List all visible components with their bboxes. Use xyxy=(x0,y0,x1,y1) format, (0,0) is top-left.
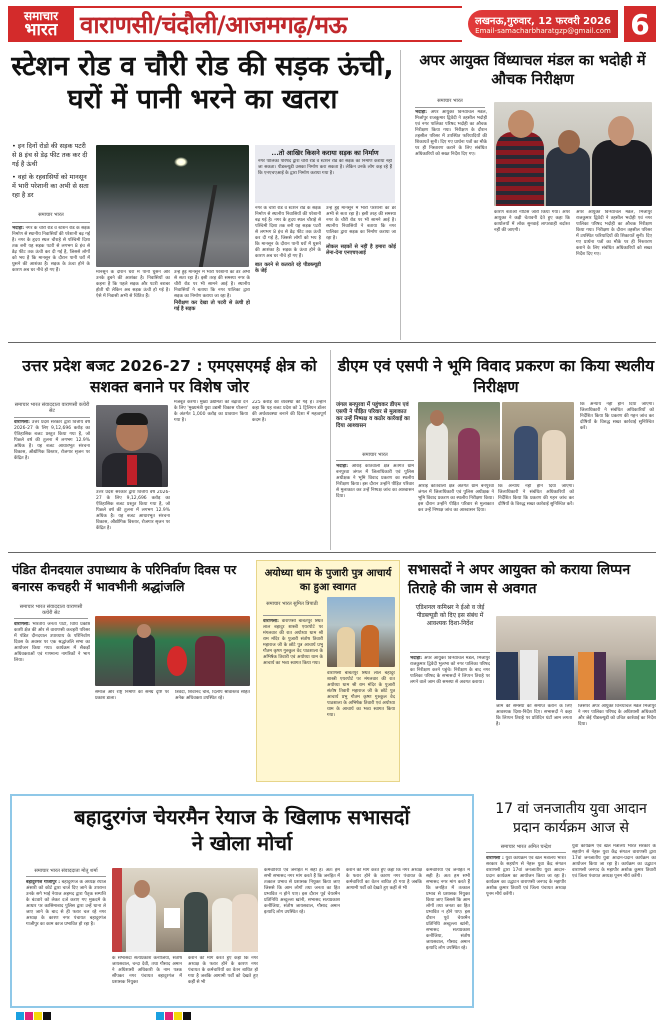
divider xyxy=(263,615,321,616)
divider xyxy=(14,417,90,418)
land-body-col4: कि अन्याय नहीं होने दिया जाएगा। जिलाधिकारी ने संबंधित अधिकारियों को निर्देशित किया कि प्रकरण की गहन जांच कर दोषियों के विरुद्ध सख्त कार्रवाई सुनिश्चित करें। xyxy=(580,402,654,431)
commissioner-body-col2: कारण बताओ नोटिस जारी किया गया। अपर आयुक्त ने कड़ी चेतावनी देते हुए कहा कि कार्यालयों में लोक सुनवाई लापरवाही बर्दाश्त नहीं की जाएगी। xyxy=(494,210,570,233)
jam-body xyxy=(410,656,490,782)
budget-byline: समाचार भारत संवाददाता वाराणसी कचेरी सेट xyxy=(14,402,90,414)
ayodhya-body-col2: वाराणसी बाबतपुर स्थित लाल बहादुर शास्त्री एयरपोर्ट पर मंगलवार की रात अयोध्या धाम श्री राम मंदिर के पुजारी संतोष तिवारी महाराज जी के छोटे पुत्र आचार्य प्रभु गौतम कृष्ण गुरुकुल वेद पाठशाला के अभिषेक तिवारी एवं अयोध्या धाम के आचार्य का भव्य स्वागत किया गया। xyxy=(327,671,395,718)
registration-mark xyxy=(156,1012,191,1020)
tribute-headline: पंडित दीनदयाल उपाध्याय के परिनिर्वाण दिवस पर बनारस कचहरी में भावभीनी श्रद्धांजलि xyxy=(12,562,237,594)
bahadurganj-body-text: बहादुरगंज के अध्यक्ष रेयाज अंसारी को कोर्ट द्वारा चार्ज दिए जाने के उपरान्त उनके सगे भाई नेयाज अहमद द्वारा पैतृक सम्पत्ति के बंटवारे को लेकर दर्ज कराए गए मुकदमे के आधार पर कासिमाबाद पुलिस द्वारा उन्हें थाना ले जाए जाने के बाद से ही फरार चल रहे नगर अध्यक्ष के कारण नगर पंचायत बहादुरगंज गाजीपुर का काम काज प्रभावित हो रहा है। xyxy=(26,880,106,927)
tribal-body xyxy=(486,856,566,1008)
jam-headline: सभासदों ने अपर आयुक्त को कराया लिप्पन तिराहे की जाम से अवगत xyxy=(408,562,631,597)
masthead xyxy=(8,6,656,42)
road-bullets xyxy=(12,142,90,200)
budget-portrait-photo xyxy=(96,405,168,487)
road-byline: समाचार भारत xyxy=(38,212,64,218)
land-body-col3: कि अन्याय नहीं होने दिया जाएगा। जिलाधिकारी ने संबंधित अधिकारियों को निर्देशित किया कि प्रकरण की गहन जांच कर दोषियों के विरुद्ध सख्त कार्रवाई सुनिश्चित करें। xyxy=(498,484,574,507)
page-number: 6 xyxy=(624,6,656,42)
jam-body-text: अपर आयुक्त विन्ध्याचल मंडल, मिर्जापुर राजकुमार द्विवेदी भुलभा को नगर पालिका परिषद का निरीक्षण करने पहुंचे। निरीक्षण के बाद नगर पालिका परिषद के सभासदों ने लिप्पन तिराहे पर लगने वाले जाम की समस्या से अवगत कराया। xyxy=(410,656,490,685)
logo-line-2: भारत xyxy=(24,19,58,40)
road-body xyxy=(12,226,90,334)
land-subhead: जंगल बनपुरवा में पहुंचकर डीएम एवं एसपी ने पीड़ित परिवार से मुलाकात कर उन्हें निष्पक्ष व कठोर कार्रवाई का दिया आश्वासन xyxy=(336,402,410,429)
contact-email: Email-samacharbharatgzp@gmail.com xyxy=(475,27,611,35)
road-body-col5-text: उन्हें हुई मानसून में भारी परेशानी का डर अभी से सता रहा है। इसी तरह की समस्या नगर के चौरी रोड पर भी सामने आई है। स्थानीय निवासियों ने बताया कि नगर पालिका द्वारा सड़क का निर्माण कराया जा रहा है। xyxy=(326,206,396,241)
divider xyxy=(336,460,414,461)
commissioner-headline: अपर आयुक्त विंध्याचल मंडल का भदोही में औचक निरीक्षण xyxy=(419,53,646,88)
divider xyxy=(12,222,90,223)
road-subhead-2: लोकल सड़कों से नहीं है हमारा कोई लेना-देना एनएचएआई xyxy=(326,244,396,256)
road-sidebox-title: ...तो आखिर किसने कराया सड़क का निर्माण xyxy=(271,149,379,157)
column-divider xyxy=(330,350,331,550)
budget-body xyxy=(14,420,90,545)
ayodhya-welcome-photo xyxy=(327,597,395,667)
section-divider xyxy=(8,552,656,553)
tribute-body-col2: समाज और राष्ट्र निर्माण की समग्र दृष्टि पर प्रकाश डाला। xyxy=(95,690,169,701)
bahadurganj-byline: समाचार भारत संवाददाता मोतू शर्मा xyxy=(34,868,98,874)
divider xyxy=(486,852,566,853)
bahadurganj-body-col3: कराने की मांग करते हुए कहा कि नगर अध्यक्ष के फरार होने के कारण नगर पंचायत के कर्मचारियों का वेतन बाधित हो गया है जबकि आगामी पर्वों को देखते हुए कहीं से भी xyxy=(188,956,258,985)
ayodhya-byline: समाचार भारत सुमित त्रिपाठी xyxy=(266,601,318,607)
road-body-col3 xyxy=(174,270,250,336)
jam-body-col3: जिसपर अपर आयुक्त विन्ध्याचल मंडल मिर्जापुर ने नगर पालिका परिषद के अधिशासी अधिकारी और जेई पीडब्ल्यूडी को उचित कार्रवाई का निर्देश दिया। xyxy=(578,704,656,727)
road-sidebox-body: नगर पालिका परिषद द्वारा चौरी रोड व स्टेशन रोड की सड़क का निर्माण कराया नहीं जा सकता। पीडब्ल्यूडी उसका निर्माण करा सकता है। लेकिन उनके लोग कह रहे हैं कि एनएचएआई के द्वारा निर्माण कराया गया है। xyxy=(258,159,392,176)
road-body-col4 xyxy=(255,206,321,336)
budget-place: वाराणसी: xyxy=(14,420,30,425)
story-ayodhya xyxy=(256,560,400,782)
ayodhya-body-text: वाराणसी बाबतपुर स्थित लाल बहादुर शास्त्री एयरपोर्ट पर मंगलवार की रात अयोध्या धाम श्री राम मंदिर के पुजारी संतोष तिवारी महाराज जी के छोटे पुत्र आचार्य प्रभु गौतम कृष्ण गुरुकुल वेद पाठशाला के अभिषेक तिवारी एवं अयोध्या धाम के आचार्य का भव्य स्वागत किया गया। xyxy=(263,619,323,666)
tribal-place: वाराणसी : xyxy=(486,856,504,861)
road-body-col4-text: नगर के चौरी रोड व स्टेशन रोड के सड़क निर्माण से स्थानीय निवासियों की परेशानी बढ़ गई है। नगर के हृदय स्थल चौराहे से पश्चिमी दिशा तक बनी यह सड़क पटरी से लगभग 8 इंच से डेढ़ फीट तक ऊंची कर दी गई है, जिससे लोगों को भय है कि मानसून के दौरान पानी घरों में घुसने की आशंका है। सड़क के ऊंचा होने के कारण अब घर नीचे हो गए हैं। xyxy=(255,206,321,259)
issue-date: लखनऊ,गुरुवार, 12 फरवरी 2026 xyxy=(474,16,612,27)
budget-body-col4: 225 करोड़ की व्यवस्था की गई है। उन्होंने कहा कि यह बजट प्रदेश को 1 ट्रिलियन डॉलर की अर्थव्यवस्था बनाने की दिशा में महत्वपूर्ण कदम है। xyxy=(252,400,326,423)
jam-place: भदोही: xyxy=(410,656,423,661)
road-sidebox xyxy=(255,145,395,203)
bahadurganj-body-col5: कराने की मांग करते हुए कहा कि नगर अध्यक्ष के फरार होने के कारण नगर पंचायत के कर्मचारियों का वेतन बाधित हो गया है जबकि आगामी पर्वों को देखते हुए कहीं से भी xyxy=(346,868,422,891)
ayodhya-place: वाराणसी: xyxy=(263,619,279,624)
commissioner-place: भदोही: xyxy=(415,110,428,115)
tribute-body xyxy=(14,622,90,782)
bahadurganj-body-col6: कर्मचारियों एवं जनहित में सही है। अतः हम सभी सभासद नगर मांग करते हैं कि जनहित में तत्काल प्रभाव से प्रशासक नियुक्त किया जाए जिससे कि आम लोगों तथा जनता का हित प्रभावित न होने पाए। इस दौरान पूर्व चेयरमैन प्रतिनिधि अब्दुल्ला खांनी, सभासद सत्यप्रकाश कनौजिया, संतोष जायसवाल, गौसाद अमान इत्यादि लोग उपस्थित रहे। xyxy=(426,868,470,951)
bahadurganj-place: बहादुरगंज गाजीपुर : xyxy=(26,880,61,885)
story-bahadurganj xyxy=(10,794,474,1008)
section-divider xyxy=(8,342,656,343)
newspaper-logo xyxy=(8,6,74,42)
commissioner-body xyxy=(415,110,487,338)
land-place: भदोही: xyxy=(336,464,349,469)
tribute-place: वाराणसी: xyxy=(14,622,30,627)
jam-subhead: एडिशनल कमिश्नर ने ईओ व जेई पीडब्ल्यूडी को दिए इस संबंध में आवश्यक दिशा-निर्देश xyxy=(415,604,485,627)
road-body-text: नगर के चौरी रोड व स्टेशन रोड के सड़क निर्माण से स्थानीय निवासियों की परेशानी बढ़ गई है। नगर के हृदय स्थल चौराहे से पश्चिमी दिशा तक बनी यह सड़क पटरी से लगभग 8 इंच से डेढ़ फीट तक ऊंची कर दी गई है, जिससे लोगों को भय है कि मानसून के दौरान पानी घरों में घुसने की आशंका है। सड़क के ऊंचा होने के कारण अब घर नीचे हो गए हैं। xyxy=(12,226,90,273)
jam-meeting-photo xyxy=(496,616,656,700)
commissioner-body-text: अपर आयुक्त विन्ध्याचल मंडल, मिर्जापुर राजकुमार द्विवेदी ने तहसील भदोही एवं नगर पालिका परिषद भदोही का औचक निरीक्षण किया गया। निरीक्षण के दौरान तहसील परिसर में उपस्थित फरियादियों की शिकायतें सुनी। दिए गए प्रार्थना पत्रों का मौके पर ही निस्तारण कराने के लिए संबंधित अधिकारियों को सख्त निर्देश दिए गए। xyxy=(415,110,487,157)
tribal-byline: समाचार भारत अमित चन्द्रेश xyxy=(500,844,552,850)
tribute-ceremony-photo xyxy=(95,616,250,686)
commissioner-byline: समाचार भारत xyxy=(437,98,463,104)
budget-body-col2: उत्तर प्रदेश सरकार द्वारा वित्तीय वर्ष 2026-27 के लिए 9,12,696 करोड़ का ऐतिहासिक बजट प्रस्तुत किया गया है, जो पिछले वर्ष की तुलना में लगभग 12.9% अधिक है। यह बजट आधारभूत संरचना विकास, औद्योगिक विस्तार, रोजगार सृजन पर केंद्रित है। xyxy=(96,490,170,531)
column-divider xyxy=(400,50,401,340)
road-place: भदोही: xyxy=(12,226,25,231)
divider xyxy=(14,618,88,619)
jam-body-col2: जाम की समस्या को समाप्त कराने के लिए आवश्यक दिशा-निर्देश दिए। सभासदों ने कहा कि लिप्पन तिराहे पर प्रतिदिन घंटों जाम लगता है। xyxy=(496,704,572,727)
tribal-body-text: युवा कार्यक्रम एवं खेल मंत्रालय भारत सरकार के सहयोग से नेहरू युवा केंद्र संगठन वाराणसी द्वारा 17वां जनजातीय युवा आदान-प्रदान कार्यक्रम का आयोजन किया जा रहा है। कार्यक्रम का उद्घाटन वाराणसी जनपद के महापौर अशोक कुमार तिवारी एवं जिला पंचायत अध्यक्ष पूनम मौर्य करेंगी। xyxy=(486,856,566,897)
tribute-body-col3: त्रिवेदी, शिवानंद चौबे, दिलीप श्रीवास्तव सहित अनेक अधिवक्ता उपस्थित रहे। xyxy=(175,690,250,701)
bahadurganj-body-col2: के सभासदों सत्यप्रकाश कनौजिया, संतोष जायसवाल, चन्दा देवी, तथा गौसाद अमान ने अधिशासी अधिकारी के नाम पत्रक सौंपकर नगर पंचायत बहादुरगंज में प्रशासक नियुक्त xyxy=(112,956,182,985)
edition-title: वाराणसी/चंदौली/आजमगढ़/मऊ xyxy=(74,6,462,42)
logo-line-1: समाचार xyxy=(23,8,59,23)
divider xyxy=(415,107,485,108)
ayodhya-body xyxy=(263,619,323,777)
road-bullet: • इन दिनों रोडो की सड़क पटरी से 8 इंच से डेढ़ फीट तक कर दी गई है ऊंची xyxy=(12,142,90,169)
tribute-byline: समाचार भारत संवाददाता वाराणसी कचेरी सेट xyxy=(19,604,83,616)
land-body-col2: औराई कोतवाली क्षेत्र अंतर्गत ग्राम बनपुरवा जंगल में जिलाधिकारी एवं पुलिस अधीक्षक ने भूमि विवाद प्रकरण का स्थलीय निरीक्षण किया। इस दौरान उन्होंने पीड़ित परिवार से मुलाकात कर उन्हें निष्पक्ष जांच का आश्वासन दिया। xyxy=(418,484,494,513)
budget-body-col3: मजबूत करेगा। मुख्य उद्यमिता को बढ़ावा देने के लिए 'मुख्यमंत्री युवा उद्यमी विकास योजना' के अंतर्गत 1,000 करोड़ का प्रावधान किया गया है। xyxy=(174,400,248,423)
budget-body-text: उत्तर प्रदेश सरकार द्वारा वित्तीय वर्ष 2026-27 के लिए 9,12,696 करोड़ का ऐतिहासिक बजट प्रस्तुत किया गया है, जो पिछले वर्ष की तुलना में लगभग 12.9% अधिक है। यह बजट आधारभूत संरचना विकास, औद्योगिक विस्तार, रोजगार सृजन पर केंद्रित है। xyxy=(14,420,90,461)
land-body xyxy=(336,464,414,546)
bahadurganj-headline: बहादुरगंज चेयरमैन रेयाज के खिलाफ सभासदों ने खोला मोर्चा xyxy=(74,805,410,855)
road-subhead-3: निरीक्षण कर देखा तो पटरी से ऊंची हो गई है सड़क xyxy=(174,300,250,312)
commissioner-photo xyxy=(494,102,652,206)
road-subhead-1: बात करने से कतराते रहे पीडब्ल्यूडी के जेई xyxy=(255,262,321,274)
bahadurganj-body xyxy=(26,880,106,1002)
budget-headline: उत्तर प्रदेश बजट 2026-27 : एमएसएमई क्षेत्र को सशक्त बनाने पर विशेष जोर xyxy=(22,357,317,396)
registration-mark xyxy=(16,1012,51,1020)
divider xyxy=(26,876,106,877)
land-headline: डीएम एवं एसपी ने भूमि विवाद प्रकरण का किया स्थलीय निरीक्षण xyxy=(337,357,655,396)
date-block xyxy=(468,10,618,38)
ayodhya-headline: अयोध्या धाम के पुजारी पुत्र आचार्य का हुआ स्वागत xyxy=(264,568,392,593)
tribal-body-col2: युवा कार्यक्रम एवं खेल मंत्रालय भारत सरकार के सहयोग से नेहरू युवा केंद्र संगठन वाराणसी द्वारा 17वां जनजातीय युवा आदान-प्रदान कार्यक्रम का आयोजन किया जा रहा है। कार्यक्रम का उद्घाटन वाराणसी जनपद के महापौर अशोक कुमार तिवारी एवं जिला पंचायत अध्यक्ष पूनम मौर्य करेंगी। xyxy=(572,844,656,879)
road-body-col5 xyxy=(326,206,396,336)
commissioner-body-col3: अपर आयुक्त विन्ध्याचल मंडल, मिर्जापुर राजकुमार द्विवेदी ने तहसील भदोही एवं नगर पालिका परिषद भदोही का औचक निरीक्षण किया गया। निरीक्षण के दौरान तहसील परिसर में उपस्थित फरियादियों की शिकायतें सुनी। दिए गए प्रार्थना पत्रों का मौके पर ही निस्तारण कराने के लिए संबंधित अधिकारियों को सख्त निर्देश दिए गए। xyxy=(576,210,652,257)
tribute-body-text: भारतीय जनता पार्टी, विधि प्रकोष्ठ काशी क्षेत्र की ओर से वाराणसी कचहरी परिसर में पंडित दीनदयाल उपाध्याय के परिनिर्वाण दिवस के अवसर पर एक श्रद्धांजलि सभा का आयोजन किया गया। कार्यक्रम में सैकड़ों अधिवक्ताओं एवं गणमान्य नागरिकों ने भाग लिया। xyxy=(14,622,90,663)
road-headline: स्टेशन रोड व चौरी रोड की सड़क ऊंची, घरों में पानी भरने का खतरा xyxy=(11,51,394,115)
divider xyxy=(410,652,490,653)
land-inspection-photo-1 xyxy=(418,402,500,480)
bahadurganj-body-col4: कर्मचारियों एवं जनहित में सही है। अतः हम सभी सभासद नगर मांग करते हैं कि जनहित में तत्काल प्रभाव से प्रशासक नियुक्त किया जाए जिससे कि आम लोगों तथा जनता का हित प्रभावित न होने पाए। इस दौरान पूर्व चेयरमैन प्रतिनिधि अब्दुल्ला खांनी, सभासद सत्यप्रकाश कनौजिया, संतोष जायसवाल, गौसाद अमान इत्यादि लोग उपस्थित रहे। xyxy=(264,868,340,915)
road-body-col2: मानसून के दौरान घरों में पानी घुसने और उनके डूबने की आशंका है। निवासियों का कहना है कि पहले सड़क और पटरी बराबर होती थी लेकिन अब सड़क ऊंची हो गई है। ऐसे में निवासी अभी से चिंतित हैं। xyxy=(96,270,170,299)
land-inspection-photo-2 xyxy=(502,402,574,480)
road-body-col3-text: उन्हें हुई मानसून में भारी परेशानी का डर अभी से सता रहा है। इसी तरह की समस्या नगर के चौरी रोड पर भी सामने आई है। स्थानीय निवासियों ने बताया कि नगर पालिका द्वारा सड़क का निर्माण कराया जा रहा है। xyxy=(174,270,250,299)
road-night-photo xyxy=(96,145,249,267)
land-body-text: औराई कोतवाली क्षेत्र अंतर्गत ग्राम बनपुरवा जंगल में जिलाधिकारी एवं पुलिस अधीक्षक ने भूमि विवाद प्रकरण का स्थलीय निरीक्षण किया। इस दौरान उन्होंने पीड़ित परिवार से मुलाकात कर उन्हें निष्पक्ष जांच का आश्वासन दिया। xyxy=(336,464,414,499)
road-bullet: • वहां के रहवासियों को मानसून में भारी परेशानी का अभी से सता रहा है डर xyxy=(12,173,90,200)
land-byline: समाचार भारत xyxy=(362,452,388,458)
bahadurganj-memorandum-photo xyxy=(112,868,258,952)
tribal-headline: 17 वां जनजातीय युवा आदान प्रदान कार्यक्रम आज से xyxy=(495,801,647,836)
